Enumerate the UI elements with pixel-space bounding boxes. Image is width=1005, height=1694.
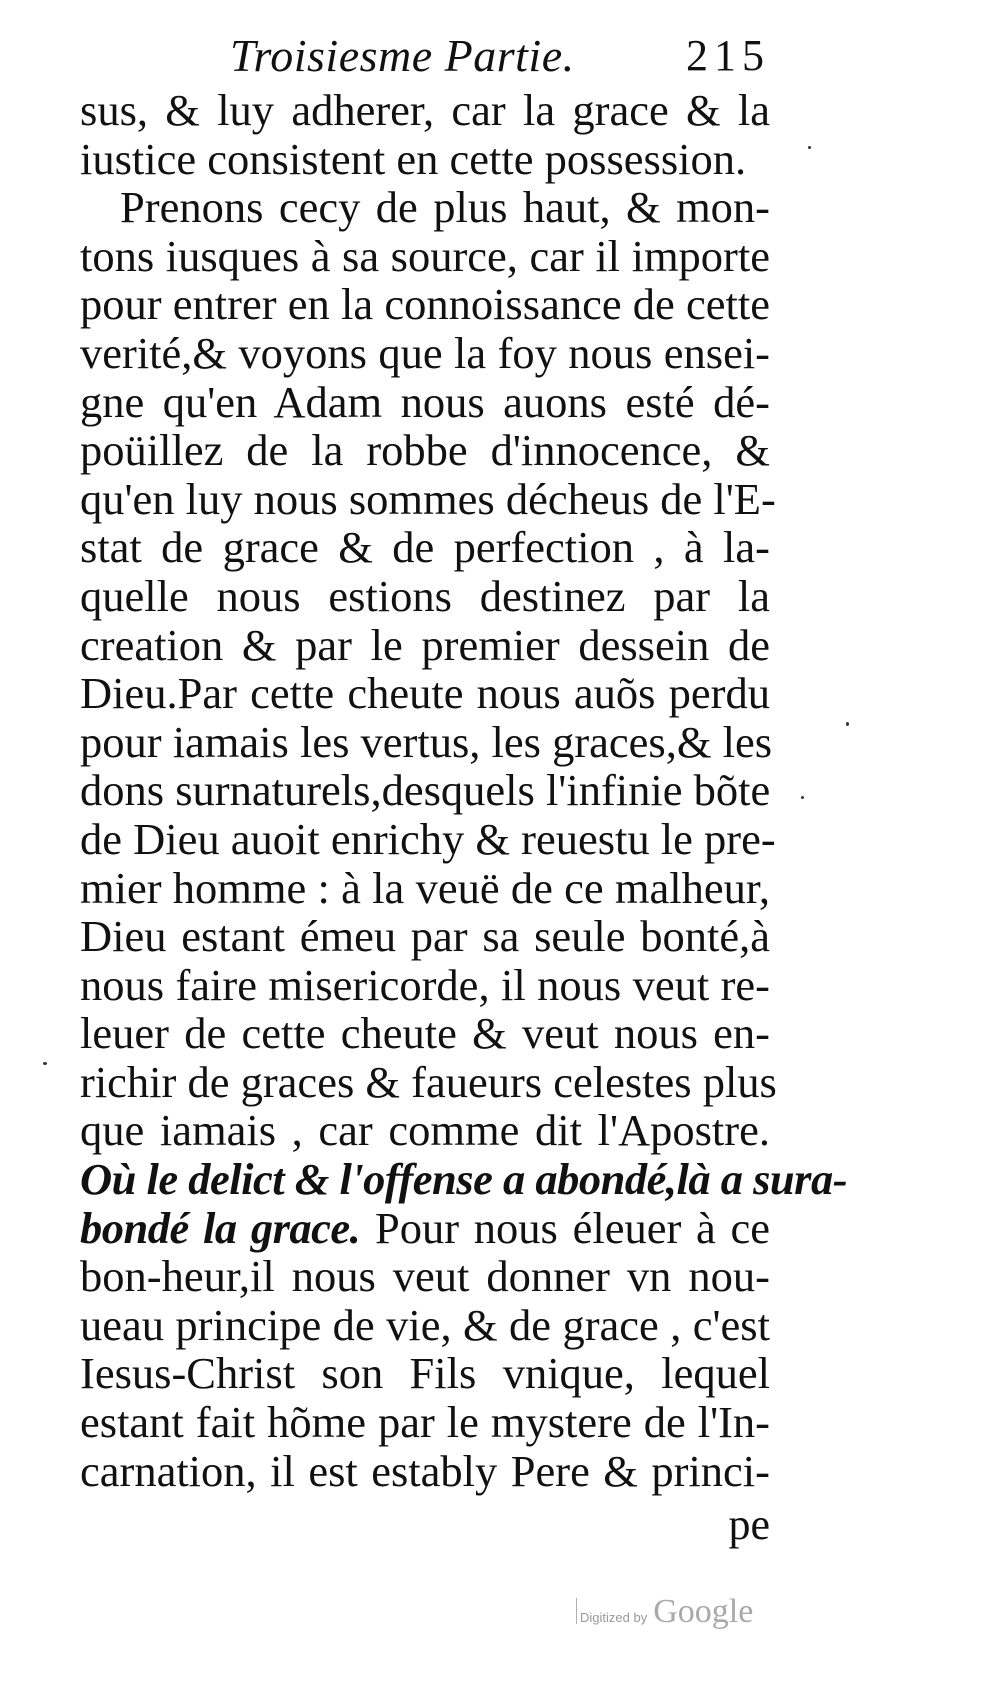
text-line: bon-heur,il nous veut donner vn nou-: [80, 1251, 770, 1302]
page-number: 215: [686, 31, 770, 80]
text-line: creation & par le premier dessein de: [80, 619, 770, 670]
italic-quote: Où le delict & l'offense a abondé,là a sura-: [80, 1154, 848, 1205]
scan-edge-mark: [576, 1598, 577, 1624]
text-line: tons iusques à sa source, car il importe: [80, 230, 770, 281]
body-text: [80, 85, 848, 1496]
text-line: stat de grace & de perfection , à la-: [80, 522, 770, 573]
text-line: quelle nous estions destinez par la: [80, 570, 770, 621]
text-line: richir de graces & faueurs celestes plus: [80, 1056, 777, 1107]
text-line: sus, & luy adherer, car la grace & la: [80, 85, 770, 135]
text-line: carnation, il est estably Pere & princi-: [80, 1445, 770, 1496]
text-line: Dieu estant émeu par sa seule bonté,à: [80, 911, 770, 962]
mixed-line: [80, 1204, 770, 1253]
ink-speck: [808, 146, 811, 149]
text-line: mier homme : à la veuë de ce malheur,: [80, 862, 770, 913]
text-fragment: Pour nous éleuer à ce: [360, 1202, 771, 1253]
text-line: Dieu.Par cette cheute nous auõs perdu: [80, 668, 770, 719]
text-line: poüillez de la robbe d'innocence, &: [80, 425, 770, 476]
catchword: pe: [728, 1500, 770, 1549]
text-line: pour iamais les vertus, les graces,& les: [80, 716, 773, 767]
text-line: que iamais , car comme dit l'Apostre.: [80, 1105, 770, 1156]
italic-quote-end: bondé la grace.: [80, 1202, 361, 1253]
text-line: gne qu'en Adam nous auons esté dé-: [80, 376, 770, 427]
text-line: ueau principe de vie, & de grace , c'est: [80, 1299, 770, 1350]
text-line: dons surnaturels,desquels l'infinie bõte: [80, 765, 771, 816]
text-line: iustice consistent en cette possession.: [80, 133, 747, 184]
ink-speck: [43, 1062, 47, 1065]
text-line: nous faire misericorde, il nous veut re-: [80, 959, 770, 1010]
text-line: qu'en luy nous sommes décheus de l'E-: [80, 473, 776, 524]
italic-quote-line: [80, 1154, 848, 1205]
google-logo: Google: [653, 1593, 754, 1630]
text-line: Iesus-Christ son Fils vnique, lequel: [80, 1348, 770, 1399]
ink-speck: [801, 796, 804, 799]
text-line: leuer de cette cheute & veut nous en-: [80, 1008, 770, 1059]
running-head: [230, 28, 770, 84]
text-line: estant fait hõme par le mystere de l'In-: [80, 1397, 770, 1448]
text-line: pour entrer en la connoissance de cette: [80, 279, 770, 330]
digitized-label: Digitized by: [580, 1610, 648, 1625]
digitized-by-watermark: [580, 1582, 753, 1632]
text-line: de Dieu auoit enrichy & reuestu le pre-: [80, 813, 776, 864]
paragraph-start-line: Prenons cecy de plus haut, & mon-: [120, 182, 770, 233]
running-title: Troisiesme Partie.: [230, 30, 575, 81]
text-line: verité,& voyons que la foy nous ensei-: [80, 327, 770, 378]
ink-speck: [846, 722, 849, 726]
